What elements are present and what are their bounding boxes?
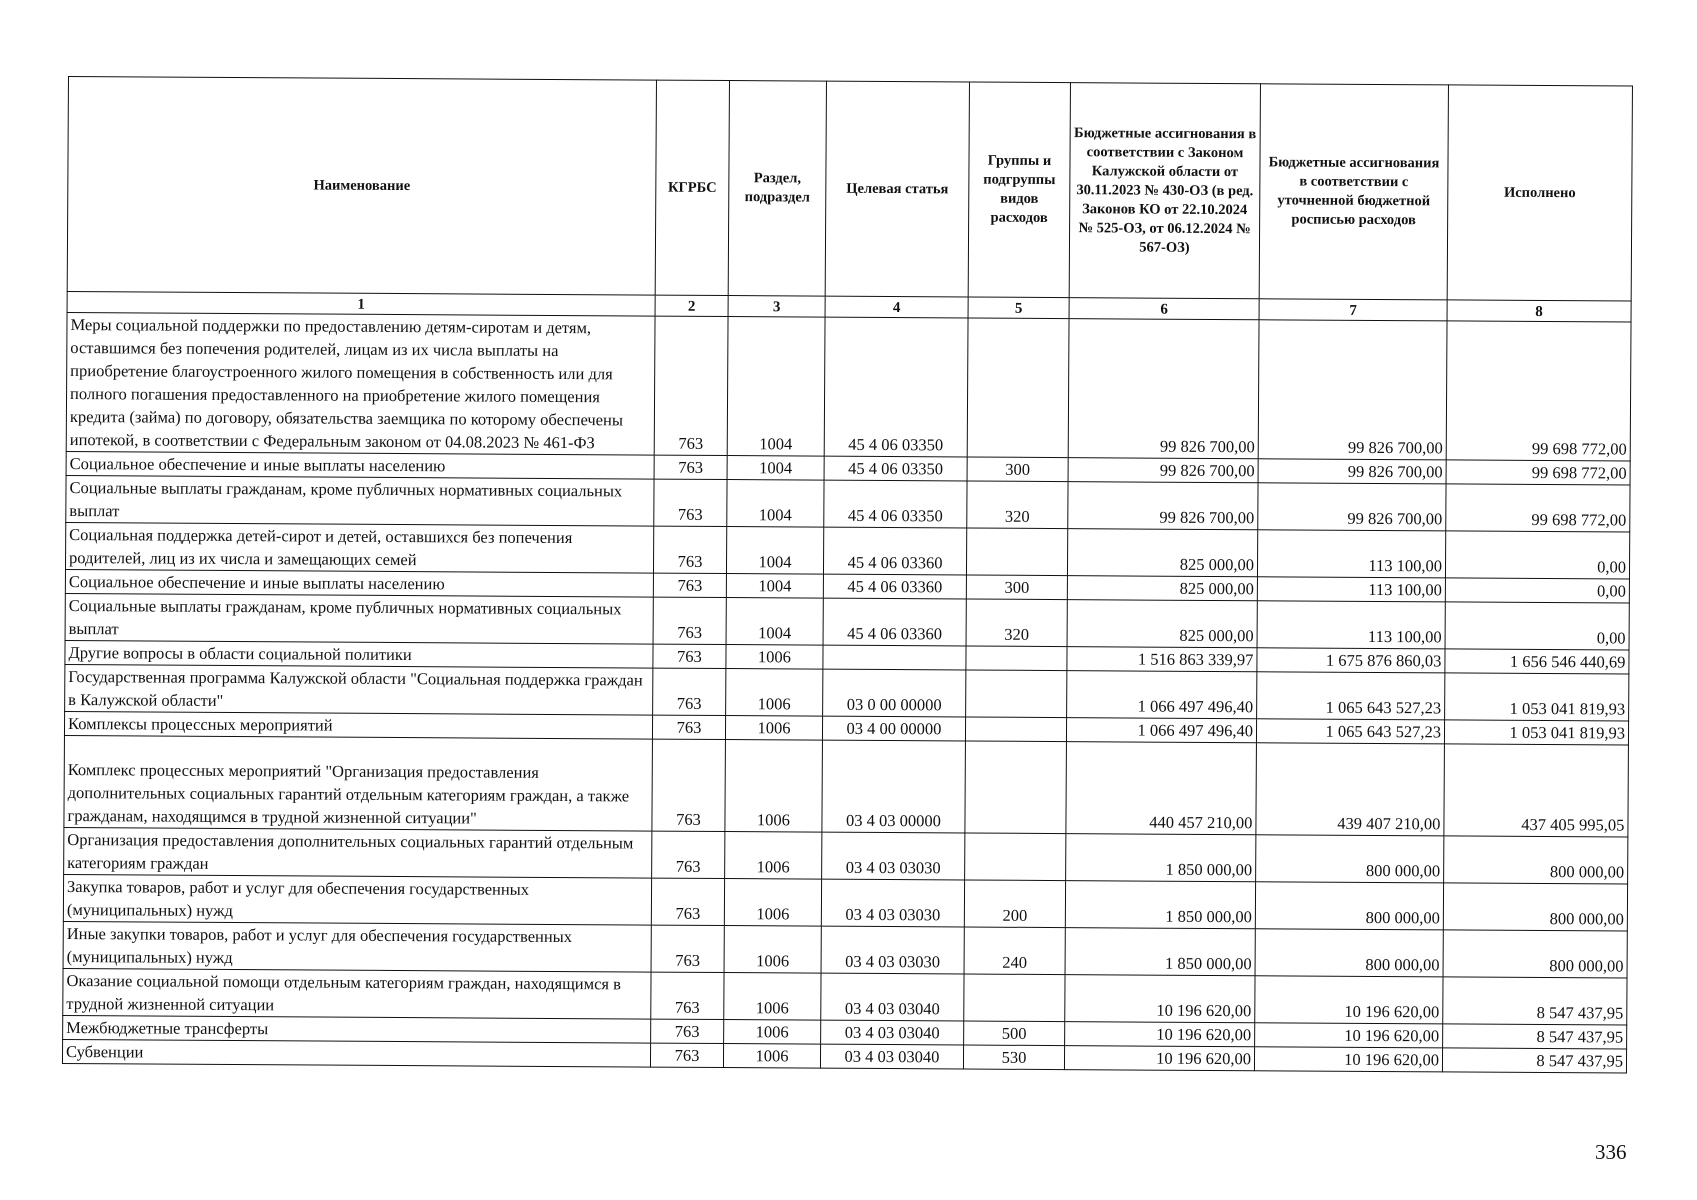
- row-kgrbs: 763: [653, 644, 726, 668]
- row-executed: 99 698 772,00: [1446, 321, 1631, 461]
- row-refined: 1 675 876 860,03: [1257, 648, 1445, 673]
- row-section: 1004: [726, 574, 823, 599]
- row-target: 03 4 03 03030: [821, 926, 964, 974]
- row-refined: 800 000,00: [1256, 835, 1444, 883]
- row-target: 45 4 06 03350: [824, 317, 968, 457]
- row-executed: 800 000,00: [1444, 836, 1628, 884]
- row-name: Государственная программа Калужской области "Социальная поддержка граждан в Калужской области": [65, 664, 653, 715]
- column-number: 8: [1447, 300, 1631, 322]
- row-refined: 1 065 643 527,23: [1256, 719, 1444, 744]
- row-target: 03 4 03 03040: [821, 1020, 964, 1045]
- row-law: 440 457 210,00: [1066, 742, 1257, 835]
- row-group: [964, 974, 1065, 1022]
- row-target: 45 4 06 03360: [823, 527, 966, 575]
- row-section: 1006: [726, 669, 823, 717]
- row-target: 45 4 06 03350: [824, 456, 967, 481]
- row-kgrbs: 763: [651, 925, 724, 972]
- row-group: 240: [964, 927, 1065, 975]
- row-kgrbs: 763: [651, 878, 724, 925]
- row-section: 1006: [724, 879, 821, 927]
- row-law: 1 850 000,00: [1065, 881, 1255, 929]
- row-kgrbs: 763: [650, 1043, 723, 1067]
- row-group: 300: [967, 457, 1068, 482]
- table-row: [66, 312, 1631, 461]
- row-kgrbs: 763: [653, 573, 726, 597]
- row-section: 1006: [725, 740, 823, 833]
- row-refined: 99 826 700,00: [1258, 459, 1446, 484]
- column-number: 7: [1259, 299, 1447, 321]
- row-group: 320: [967, 481, 1068, 529]
- row-refined: 1 065 643 527,23: [1257, 672, 1445, 720]
- row-group: [967, 318, 1069, 458]
- column-number: 5: [968, 297, 1069, 319]
- row-executed: 800 000,00: [1443, 883, 1627, 931]
- row-name: Иные закупки товаров, работ и услуг для обеспечения государственных (муниципальных) нужд: [63, 921, 651, 972]
- row-section: 1004: [727, 456, 824, 481]
- row-kgrbs: 763: [653, 597, 726, 644]
- row-target: 03 4 03 03040: [821, 973, 964, 1021]
- row-target: 03 0 00 00000: [823, 669, 966, 717]
- row-group: [965, 717, 1066, 742]
- row-target: [823, 645, 966, 670]
- header-executed: Исполнено: [1447, 85, 1632, 301]
- row-refined: 113 100,00: [1257, 601, 1445, 649]
- row-group: [966, 670, 1067, 718]
- row-name: Межбюджетные трансферты: [63, 1015, 651, 1043]
- row-executed: 8 547 437,95: [1442, 1048, 1626, 1073]
- row-law: 10 196 620,00: [1064, 1046, 1254, 1071]
- row-executed: 99 698 772,00: [1446, 484, 1630, 532]
- row-target: 03 4 00 00000: [822, 716, 965, 741]
- row-law: 825 000,00: [1067, 529, 1257, 577]
- header-name: Наименование: [67, 77, 656, 296]
- row-group: 500: [964, 1021, 1065, 1046]
- row-group: 320: [966, 599, 1067, 647]
- row-executed: 1 053 041 819,93: [1444, 720, 1628, 745]
- row-kgrbs: 763: [652, 739, 726, 831]
- row-section: 1006: [724, 973, 821, 1021]
- row-law: 1 066 497 496,40: [1067, 671, 1257, 719]
- row-executed: 99 698 772,00: [1446, 460, 1630, 485]
- row-refined: 10 196 620,00: [1255, 976, 1443, 1024]
- row-kgrbs: 763: [653, 526, 726, 573]
- row-kgrbs: 763: [654, 455, 727, 479]
- column-number: 2: [655, 295, 728, 316]
- row-section: 1006: [724, 1020, 821, 1045]
- header-kgrbs: КГРБС: [655, 80, 729, 295]
- row-kgrbs: 763: [653, 668, 726, 715]
- row-executed: 0,00: [1445, 602, 1629, 650]
- row-section: 1004: [726, 598, 823, 646]
- header-refined: Бюджетные ассигнования в соответствии с уточненной бюджетной росписью расходов: [1259, 84, 1448, 300]
- header-row: [67, 77, 1632, 302]
- row-target: 03 4 03 00000: [822, 740, 966, 833]
- row-section: 1004: [727, 480, 824, 528]
- row-section: 1006: [726, 645, 823, 670]
- row-name: Социальные выплаты гражданам, кроме публичных нормативных социальных выплат: [66, 475, 654, 526]
- column-number: 4: [825, 296, 968, 318]
- row-section: 1006: [724, 926, 821, 974]
- row-law: 1 850 000,00: [1065, 928, 1255, 976]
- row-name: Социальное обеспечение и иные выплаты населению: [66, 451, 654, 479]
- row-group: [966, 528, 1067, 576]
- row-law: 1 850 000,00: [1066, 834, 1256, 882]
- row-target: 03 4 03 03030: [821, 879, 964, 927]
- row-refined: 113 100,00: [1257, 530, 1445, 578]
- budget-table: [62, 76, 1633, 1074]
- page-number: 336: [1595, 1140, 1627, 1164]
- row-group: 200: [964, 880, 1065, 928]
- row-name: Социальная поддержка детей-сирот и детей, оставшихся без попечения родителей, лиц из их числа и замещающих семей: [65, 522, 653, 573]
- row-law: 99 826 700,00: [1068, 458, 1258, 483]
- row-executed: 1 656 546 440,69: [1445, 649, 1629, 674]
- row-executed: 0,00: [1445, 531, 1629, 579]
- column-number: 6: [1069, 298, 1259, 320]
- row-name: Оказание социальной помощи отдельным категориям граждан, находящимся в трудной жизненной ситуации: [63, 968, 651, 1019]
- row-group: [965, 741, 1067, 834]
- row-name: Другие вопросы в области социальной политики: [65, 640, 653, 668]
- row-law: 1 516 863 339,97: [1067, 647, 1257, 672]
- row-law: 825 000,00: [1067, 576, 1257, 601]
- column-number: 1: [67, 291, 655, 316]
- row-name: Социальное обеспечение и иные выплаты населению: [65, 569, 653, 597]
- row-name: Комплексы процессных мероприятий: [64, 711, 652, 739]
- row-section: 1006: [723, 1044, 820, 1069]
- row-target: 03 4 03 03030: [822, 832, 965, 880]
- row-executed: 437 405 995,05: [1444, 744, 1629, 837]
- row-target: 03 4 03 03040: [820, 1044, 963, 1069]
- row-refined: 99 826 700,00: [1258, 483, 1446, 531]
- row-refined: 10 196 620,00: [1254, 1047, 1442, 1072]
- row-section: 1006: [725, 832, 822, 880]
- row-executed: 0,00: [1445, 578, 1629, 603]
- row-group: [965, 833, 1066, 881]
- row-name: Социальные выплаты гражданам, кроме публичных нормативных социальных выплат: [65, 593, 653, 644]
- row-kgrbs: 763: [654, 479, 727, 526]
- row-refined: 113 100,00: [1257, 577, 1445, 602]
- header-group: Группы и подгруппы видов расходов: [968, 82, 1070, 298]
- row-law: 99 826 700,00: [1068, 482, 1258, 530]
- row-refined: 439 407 210,00: [1256, 743, 1445, 836]
- row-law: 10 196 620,00: [1065, 1022, 1255, 1047]
- row-executed: 8 547 437,95: [1443, 977, 1627, 1025]
- column-number: 3: [728, 296, 825, 318]
- row-name: Организация предоставления дополнительных социальных гарантий отдельным категориям граждан: [64, 827, 652, 878]
- row-group: 300: [966, 575, 1067, 600]
- row-section: 1004: [726, 527, 823, 575]
- row-name: Комплекс процессных мероприятий "Организация предоставления дополнительных социальных гарантий отдельным категориям граждан, а также гражданам, находящимся в трудной жизненной ситуации": [64, 735, 653, 831]
- row-refined: 800 000,00: [1255, 882, 1443, 930]
- row-name: Субвенции: [62, 1039, 650, 1067]
- row-group: [966, 646, 1067, 671]
- header-section: Раздел, подраздел: [728, 81, 826, 297]
- row-kgrbs: 763: [651, 1019, 724, 1043]
- row-target: 45 4 06 03360: [823, 598, 966, 646]
- row-executed: 8 547 437,95: [1443, 1024, 1627, 1049]
- row-refined: 99 826 700,00: [1258, 320, 1447, 460]
- row-section: 1006: [725, 716, 822, 741]
- header-target: Целевая статья: [825, 81, 969, 297]
- row-section: 1004: [727, 317, 825, 457]
- row-law: 1 066 497 496,40: [1066, 718, 1256, 743]
- row-law: 825 000,00: [1067, 600, 1257, 648]
- row-executed: 800 000,00: [1443, 930, 1627, 978]
- row-refined: 800 000,00: [1255, 929, 1443, 977]
- row-kgrbs: 763: [654, 316, 728, 455]
- row-refined: 10 196 620,00: [1255, 1023, 1443, 1048]
- row-kgrbs: 763: [652, 715, 725, 739]
- row-name: Закупка товаров, работ и услуг для обеспечения государственных (муниципальных) нужд: [63, 874, 651, 925]
- header-law: Бюджетные ассигнования в соответствии с Законом Калужской области от 30.11.2023 № 430-ОЗ (в ред. Законов КО от 22.10.2024 № 525-ОЗ, от 06.12.2024 № 567-ОЗ): [1069, 83, 1260, 299]
- row-target: 45 4 06 03350: [824, 480, 967, 528]
- row-executed: 1 053 041 819,93: [1445, 673, 1629, 721]
- row-group: 530: [963, 1045, 1064, 1070]
- row-kgrbs: 763: [651, 972, 724, 1019]
- row-law: 99 826 700,00: [1068, 319, 1259, 459]
- table-row: [64, 735, 1629, 837]
- row-law: 10 196 620,00: [1065, 975, 1255, 1023]
- row-name: Меры социальной поддержки по предоставлению детям-сиротам и детям, оставшимся без попечения родителей, лицам из их числа выплаты на приобретение благоустроенного жилого помещения в собственность или для полного погашения предоставленного на приобретение жилого помещения кредита (займа) по договору, обязательства заемщика по которому обеспечены ипотекой, в соответствии с Федеральным законом от 04.08.2023 № 461-ФЗ: [66, 312, 655, 455]
- row-kgrbs: 763: [652, 831, 725, 878]
- row-target: 45 4 06 03360: [823, 574, 966, 599]
